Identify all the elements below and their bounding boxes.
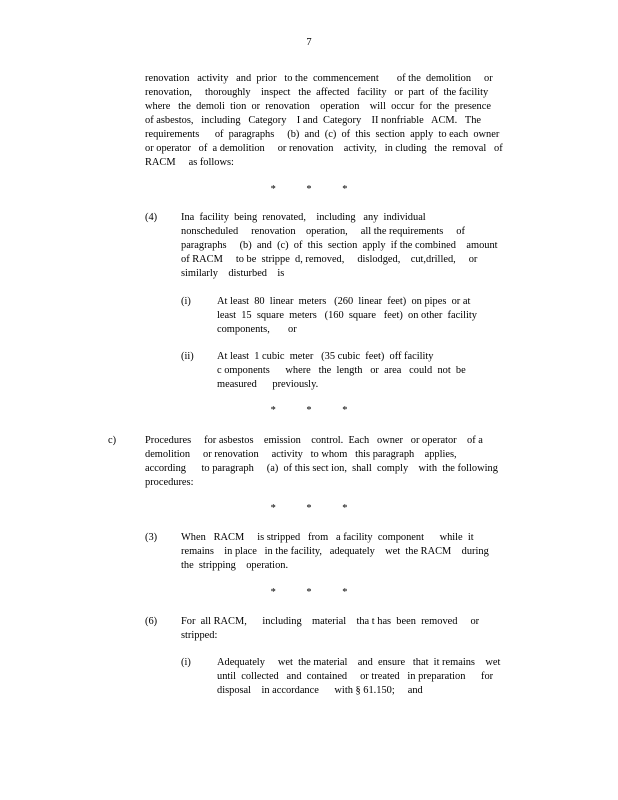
- section-line: demolition or renovation activity to whom this paragraph applies,: [145, 449, 457, 460]
- subparagraph-line: Adequately wet the material and ensure that it remains wet: [217, 657, 501, 668]
- paragraph-line: similarly disturbed is: [181, 268, 285, 279]
- paragraph-label: (6): [145, 616, 158, 627]
- subparagraph-line: until collected and contained or treated in preparation for: [217, 671, 494, 682]
- paragraph-line: the stripping operation.: [181, 560, 289, 571]
- paragraph-line: nonscheduled renovation operation, all the requirements of: [181, 226, 465, 237]
- intro-line: renovation activity and prior to the commencement of the demolition or: [145, 73, 493, 84]
- paragraph-line: When RACM is stripped from a facility component while it: [181, 532, 474, 543]
- separator-stars: * * *: [270, 587, 348, 598]
- section-line: procedures:: [145, 477, 194, 488]
- section-line: according to paragraph (a) of this sect ion, shall comply with the following: [145, 463, 498, 474]
- paragraph-label: (3): [145, 532, 158, 543]
- subparagraph-line: At least 80 linear meters (260 linear feet) on pipes or at: [217, 296, 471, 307]
- subparagraph-line: components, or: [217, 324, 297, 335]
- paragraph-label: (4): [145, 212, 158, 223]
- separator-stars: * * *: [270, 405, 348, 416]
- intro-line: or operator of a demolition or renovation activity, in cluding the removal of: [145, 143, 503, 154]
- subparagraph-line: disposal in accordance with § 61.150; and: [217, 685, 423, 696]
- section-line: Procedures for asbestos emission control. Each owner or operator of a: [145, 435, 483, 446]
- paragraph-line: Ina facility being renovated, including any individual: [181, 212, 426, 223]
- intro-line: of asbestos, including Category I and Category II nonfriable ACM. The: [145, 115, 481, 126]
- separator-stars: * * *: [270, 184, 348, 195]
- paragraph-line: of RACM to be strippe d, removed, dislodged, cut,drilled, or: [181, 254, 478, 265]
- paragraph-line: For all RACM, including material tha t has been removed or: [181, 616, 480, 627]
- subparagraph-label: (i): [181, 296, 191, 307]
- subparagraph-line: least 15 square meters (160 square feet) on other facility: [217, 310, 477, 321]
- subparagraph-line: c omponents where the length or area could not be: [217, 365, 466, 376]
- intro-line: where the demoli tion or renovation operation will occur for the presence: [145, 101, 491, 112]
- intro-line: renovation, thoroughly inspect the affected facility or part of the facility: [145, 87, 489, 98]
- subparagraph-label: (i): [181, 657, 191, 668]
- separator-stars: * * *: [270, 503, 348, 514]
- paragraph-line: remains in place in the facility, adequately wet the RACM during: [181, 546, 489, 557]
- page-number: 7: [306, 37, 312, 48]
- subparagraph-line: At least 1 cubic meter (35 cubic feet) off facility: [217, 351, 434, 362]
- subparagraph-line: measured previously.: [217, 379, 319, 390]
- subparagraph-label: (ii): [181, 351, 194, 362]
- paragraph-line: paragraphs (b) and (c) of this section apply if the combined amount: [181, 240, 498, 251]
- intro-line: RACM as follows:: [145, 157, 234, 168]
- intro-line: requirements of paragraphs (b) and (c) of this section apply to each owner: [145, 129, 500, 140]
- section-label: c): [108, 435, 117, 446]
- paragraph-line: stripped:: [181, 630, 218, 641]
